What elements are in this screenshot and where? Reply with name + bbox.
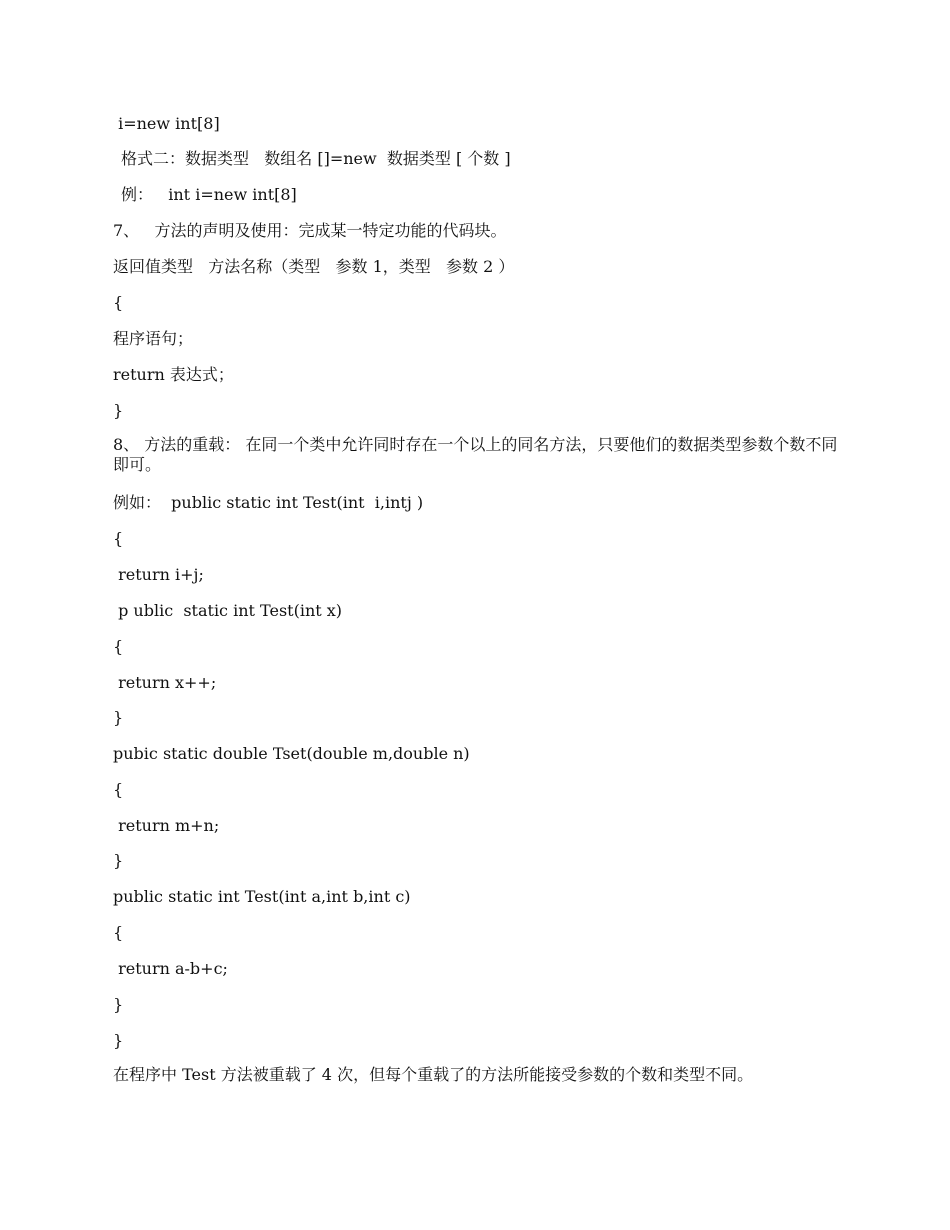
format-two-line: 格式二：数据类型 数组名 []=new 数据类型 [ 个数 ] <box>121 149 511 168</box>
code-return-line: return a-b+c; <box>113 959 228 978</box>
code-return-line: return m+n; <box>113 816 220 835</box>
code-signature-line: pubic static double Tset(double m,double n) <box>113 744 470 763</box>
program-statement-line: 程序语句； <box>113 329 194 348</box>
code-brace-open: { <box>113 293 124 312</box>
code-return-line: return i+j; <box>113 565 204 584</box>
code-brace-open: { <box>113 637 124 656</box>
code-brace-open: { <box>113 923 124 942</box>
code-brace-close: } <box>113 995 124 1014</box>
code-brace-close: } <box>113 708 124 727</box>
code-brace-close: } <box>113 851 124 870</box>
method-signature-line: 返回值类型 方法名称（类型 参数 1，类型 参数 2 ） <box>113 257 515 276</box>
summary-paragraph: 在程序中 Test 方法被重载了 4 次，但每个重载了的方法所能接受参数的个数和类型不同。 <box>113 1065 754 1084</box>
code-return-line: return x++; <box>113 673 217 692</box>
code-brace-close: } <box>113 1031 124 1050</box>
code-signature-line: p ublic static int Test(int x) <box>113 601 343 620</box>
code-signature-line: public static int Test(int a,int b,int c) <box>113 887 411 906</box>
code-line-array-init: i=new int[8] <box>113 114 220 133</box>
example-line: 例： int i=new int[8] <box>121 185 297 204</box>
example-signature-line: 例如： public static int Test(int i,intj ) <box>113 493 424 512</box>
code-brace-open: { <box>113 780 124 799</box>
code-brace-close: } <box>113 401 124 420</box>
code-brace-open: { <box>113 529 124 548</box>
section-7-heading: 7、 方法的声明及使用：完成某一特定功能的代码块。 <box>113 221 507 240</box>
section-8-paragraph: 8、 方法的重载： 在同一个类中允许同时存在一个以上的同名方法，只要他们的数据类型参数个数不同即可。 <box>113 435 838 474</box>
return-expression-line: return 表达式； <box>113 365 234 384</box>
